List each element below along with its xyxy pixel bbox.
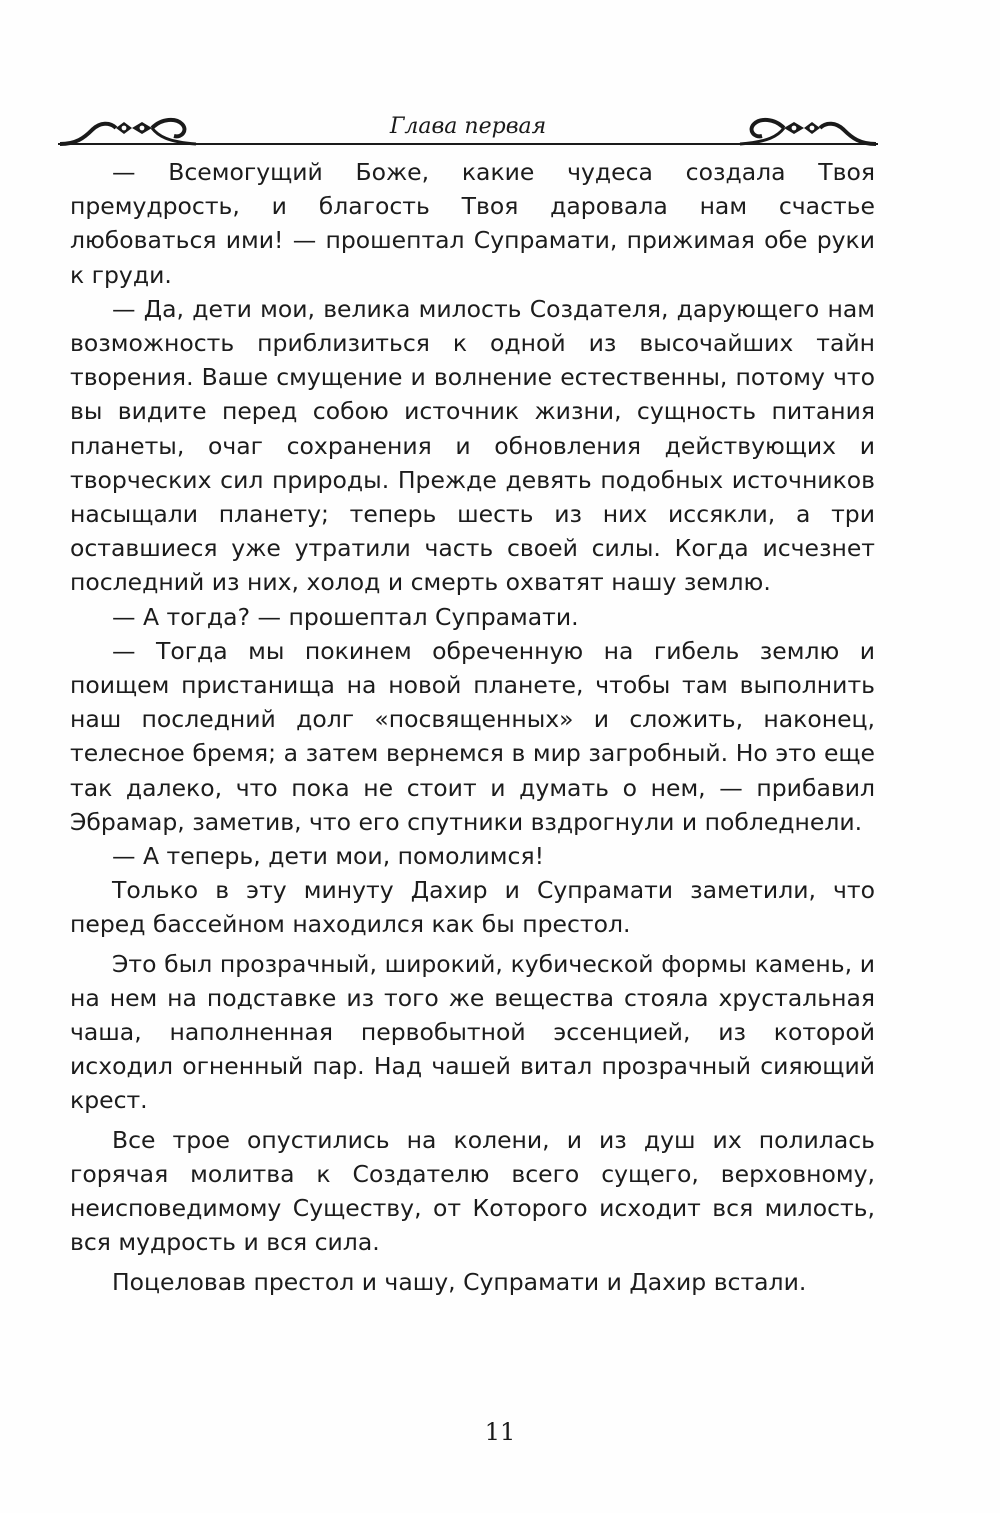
paragraph: Поцеловав престол и чашу, Супрамати и Дахир встали.: [112, 1267, 807, 1296]
paragraph: — Всемогущий Боже, какие чудеса создала Твоя премудрость, и благость Твоя даровала нам счастье любоваться ими! — прошептал Супрамати, прижимая обе руки к груди.: [70, 158, 875, 289]
chapter-title: Глава первая: [389, 114, 547, 139]
page-number: 11: [484, 1418, 516, 1446]
paragraph: — А теперь, дети мои, помолимся!: [112, 842, 544, 871]
paragraph: Только в эту минуту Дахир и Супрамати заметили, что перед бассейном находился как бы престол.: [70, 876, 875, 939]
paragraph: Все трое опустились на колени, и из душ их полилась горячая молитва к Создателю всего сущего, верховному, неисповедимому Существу, от Которого исходит вся милость, вся мудрость и вся сила.: [70, 1125, 875, 1257]
body-text: [70, 155, 875, 1299]
paragraph: — Тогда мы покинем обреченную на гибель землю и поищем пристанища на новой планете, чтобы там выполнить наш последний долг «посвященных» и сложить, наконец, телесное бремя; а затем вернемся в мир загробный. Но это еще так далеко, что пока не стоит и думать о нем, — прибавил Эбрамар, заметив, что его спутники вздрогнули и побледнели.: [70, 636, 875, 836]
paragraph: — Да, дети мои, велика милость Создателя, дарующего нам возможность приблизиться к одной из высочайших тайн творения. Ваше смущение и волнение естественны, потому что вы видите перед собою источник жизни, сущность питания планеты, очаг сохранения и обновления действующих и творческих сил природы. Прежде девять подобных источников насыщали планету; теперь шесть из них иссякли, а три оставшиеся уже утратили часть своей силы. Когда исчезнет последний из них, холод и смерть охватят нашу землю.: [70, 294, 875, 597]
paragraph: — А тогда? — прошептал Супрамати.: [112, 602, 579, 631]
paragraph: Это был прозрачный, широкий, кубической формы камень, и на нем на подставке из того же вещества стояла хрустальная чаша, наполненная первобытной эссенцией, из которой исходил огненный пар. Над чашей витал прозрачный сияющий крест.: [70, 949, 875, 1115]
right-ornament-icon: [738, 114, 878, 148]
running-header: [58, 108, 878, 158]
